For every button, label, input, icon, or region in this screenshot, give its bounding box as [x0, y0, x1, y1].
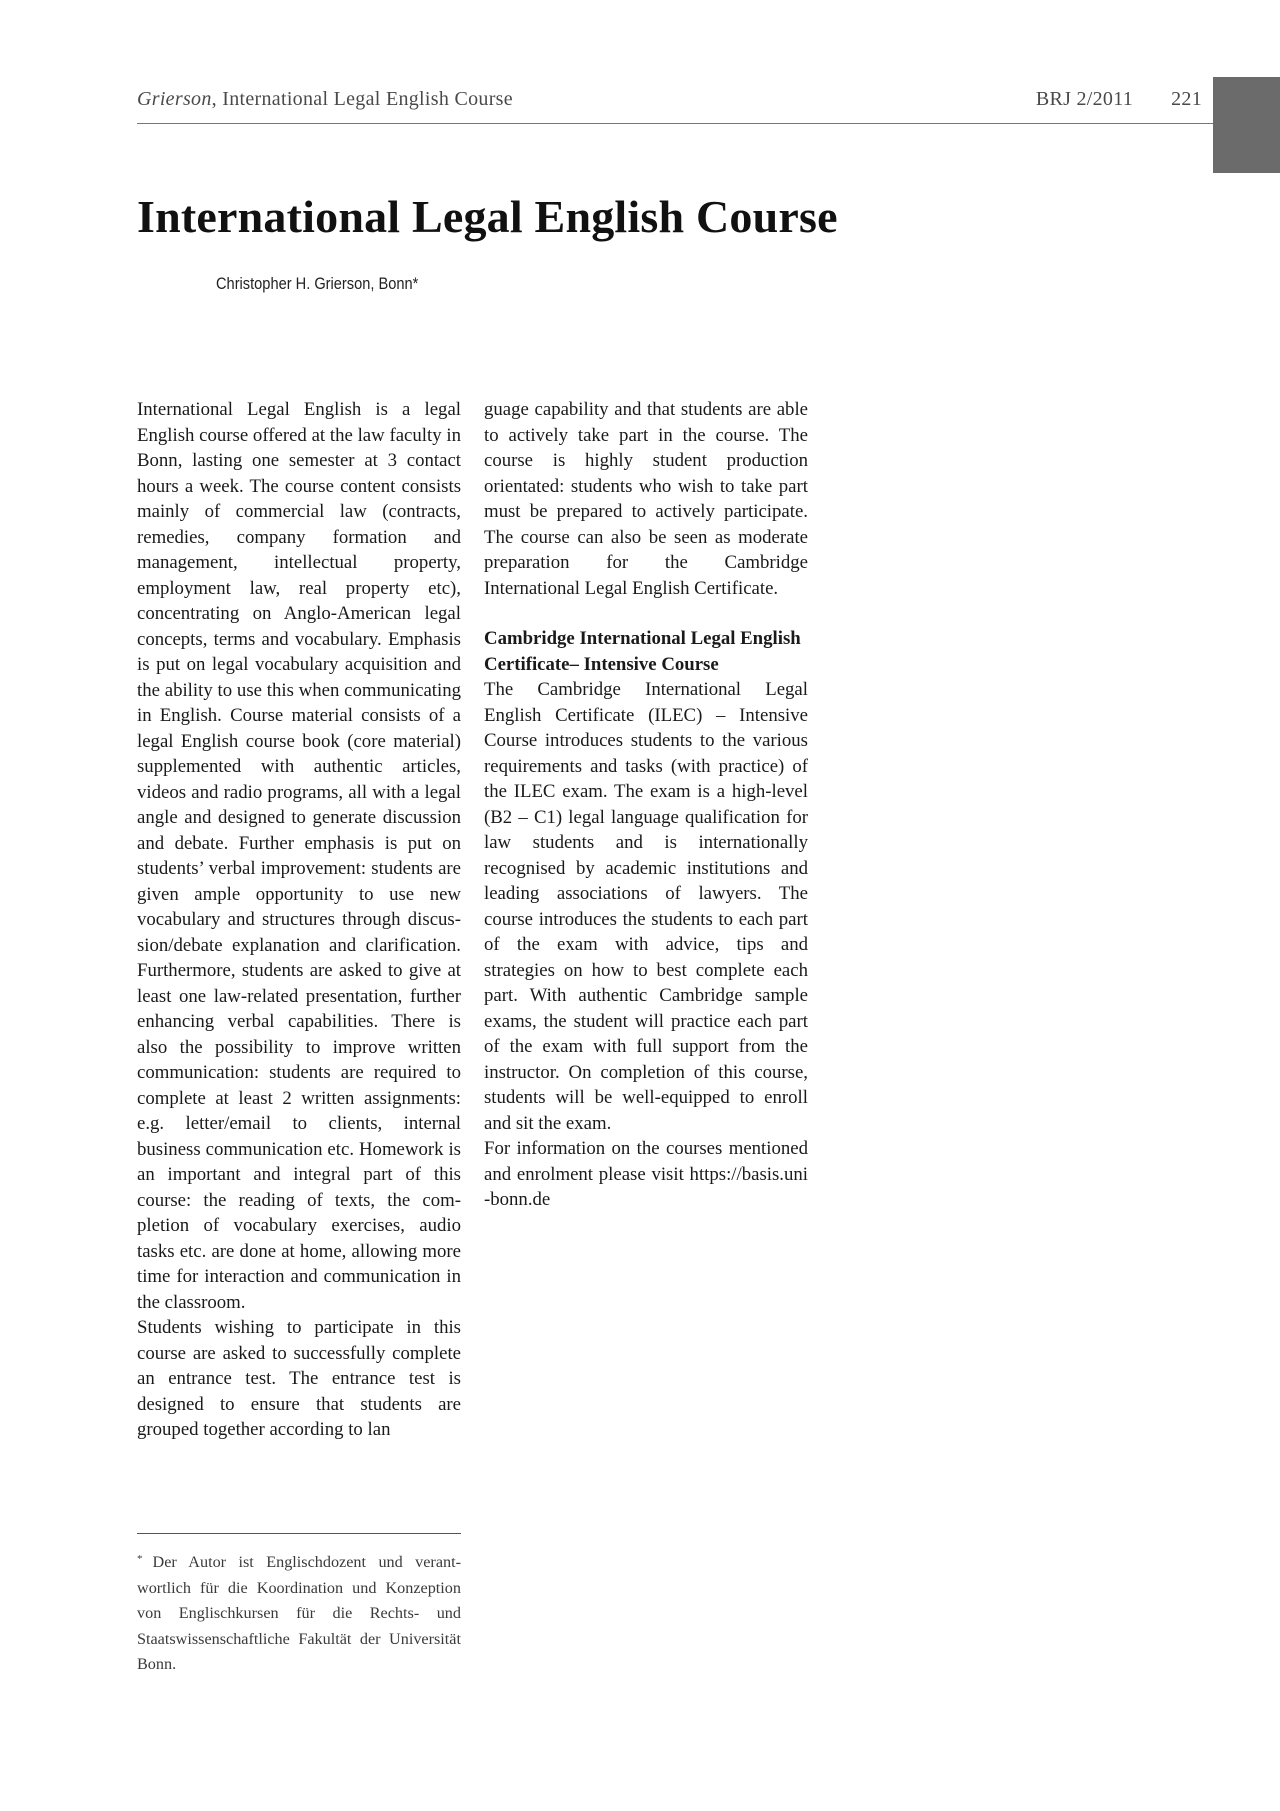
running-head [137, 88, 1202, 120]
left-column [137, 397, 461, 1443]
thumb-index-tab [1213, 77, 1280, 173]
body-paragraph: International Legal English is a legal English course offered at the law faculty in Bonn, lasting one semester at 3 contact hours a week. The course content consists mainly of commercial law (contracts, remedies, company formation and management, intellectual property, employment law, real property etc), concentrating on Anglo-American legal concepts, terms and vocabulary. Emphasis is put on legal vocabulary acquisition and the ability to use this when communicating in English. Course material consists of a legal English course book (core material) supplemented with authentic articles, videos and radio programs, all with a legal angle and designed to generate discussion and debate. Further emphasis is put on students’ verbal improvement: students are given ample opportunity to use new vocabulary and structures through discussion/debate explanation and clarification. Furthermore, students are asked to give at least one law-related presentation, further enhancing verbal capabilities. There is also the possibility to improve written communication: students are required to complete at least 2 written assignments: e.g. letter/email to clients, internal business communication etc. Homework is an important and integral part of this course: the reading of texts, the completion of vocabulary exercises, audio tasks etc. are done at home, allowing more time for interaction and communication in the classroom. [137, 399, 461, 1313]
footnote [137, 1547, 461, 1678]
header-rule [137, 123, 1215, 124]
running-head-title: , International Legal English Course [211, 88, 513, 110]
article-title: International Legal English Course [137, 191, 838, 242]
running-head-left [137, 88, 513, 111]
journal-issue: BRJ 2/2011 [1035, 88, 1134, 110]
body-paragraph: Students wishing to participate in this course are asked to successfully complete an entrance test. The entrance test is designed to ensure that students are grouped together according to lan [137, 1317, 461, 1440]
footnote-rule [137, 1533, 461, 1534]
footnote-marker: * [137, 1553, 143, 1565]
running-head-right [1036, 88, 1202, 111]
article-author: Christopher H. Grierson, Bonn* [216, 274, 419, 293]
body-paragraph: The Cambridge International Legal English Certificate (ILEC) – Intensive Course introduces students to the various requirements and tasks (with practice) of the ILEC exam. The exam is a high-level (B2 – C1) legal language qualification for law students and is internationally recognised by academic institutions and leading associations of lawyers. The course introduces the students to each part of the exam with advice, tips and strategies on how to best complete each part. With authentic Cambridge sample exams, the student will practice each part of the exam with full support from the instructor. On completion of this course, students will be well-equipped to enroll and sit the exam. [484, 679, 808, 1134]
page-number: 221 [1171, 88, 1202, 110]
section-heading: Cambridge International Legal English Certificate– Intensive Course [484, 628, 801, 675]
paragraph-gap [484, 601, 808, 626]
body-paragraph: For information on the courses mentioned and enrolment please visit https://basis.uni-bonn.de [484, 1138, 808, 1210]
right-column [484, 397, 808, 1213]
body-paragraph: guage capability and that students are able to actively take part in the course. The course is highly student production orientated: students who wish to take part must be prepared to actively participate. The course can also be seen as moderate preparation for the Cambridge International Legal English Certificate. [484, 399, 808, 599]
footnote-text: Der Autor ist Englischdozent und verantwortlich für die Koordination und Konzeption von Englischkursen für die Rechts- und Staatswissenschaftliche Fakultät der Universität Bonn. [137, 1553, 461, 1673]
running-head-author: Grierson [137, 88, 212, 110]
